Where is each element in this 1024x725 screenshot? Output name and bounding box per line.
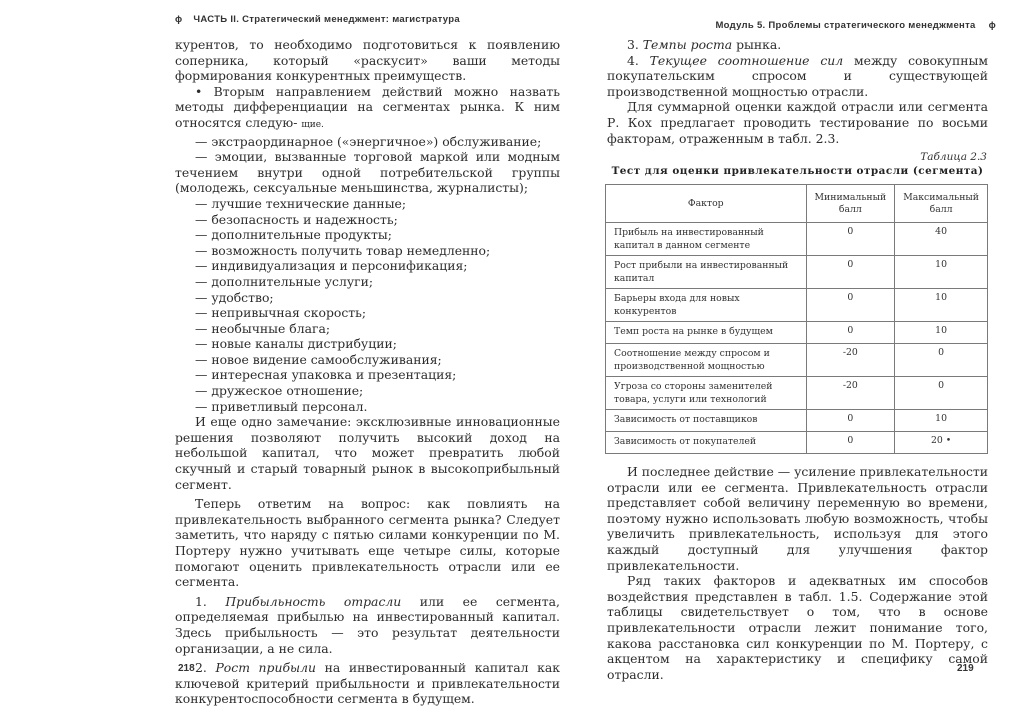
- term: Темпы роста: [642, 37, 733, 52]
- table-row: Рост прибыли на инвестированный капитал 0 10: [606, 256, 988, 289]
- section-mark-icon: ϕ: [988, 20, 996, 31]
- term: Рост прибыли: [215, 660, 316, 676]
- right-page-lower-column: [607, 464, 988, 682]
- running-head-text: ЧАСТЬ II. Стратегический менеджмент: магистратура: [193, 14, 460, 25]
- page-number-left: 218: [178, 663, 195, 674]
- attractiveness-table: [605, 184, 988, 454]
- table-row: Соотношение между спросом и производственной мощностью -20 0: [606, 344, 988, 377]
- paragraph: Ряд таких факторов и адекватных им способов воздействия представлен в табл. 1.5. Содержание этой таблицы свидетельствует о том, что в основе привлекательности отрасли лежит понимание того, какова расстановка сил конкуренции по М. Портеру, с акцентом на характеристику и специфику самой отрасли.: [607, 573, 988, 682]
- list-item: — непривычная скорость;: [195, 305, 367, 321]
- list-item: — лучшие технические данные;: [195, 195, 407, 211]
- paragraph: • Вторым направлением действий можно назвать методы дифференциации на сегментах рынка. К ним относятся следую- щие.: [175, 83, 560, 130]
- list-item: — возможность получить товар немедленно;: [195, 242, 491, 258]
- numbered-item-4: 4. Текущее соотношение сил между совокупным покупательским спросом и существующей производственной мощностью отрасли.: [607, 52, 988, 99]
- numbered-item-2: 2. Рост прибыли на инвестированный капитал как ключевой критерий прибыльности и привлекательности конкурентоспособности сегмента в будущем.: [175, 660, 560, 707]
- left-running-head: [175, 14, 460, 25]
- right-page-column: [607, 37, 988, 146]
- list-item: — дополнительные услуги;: [195, 273, 374, 289]
- paragraph: Для суммарной оценки каждой отрасли или сегмента Р. Кох предлагает проводить тестирование по восьми факторам, отраженным в табл. 2.3.: [607, 99, 988, 146]
- table-row: Барьеры входа для новых конкурентов 0 10: [606, 289, 988, 322]
- paragraph: Теперь ответим на вопрос: как повлиять на привлекательность выбранного сегмента рынка? Следует заметить, что наряду с пятью силами конкуренции по М. Портеру нужно учитывать еще четыре силы, которые помогают оценить привлекательность отрасли или ее сегмента.: [175, 496, 560, 590]
- table-row: Зависимость от покупателей 0 20 •: [606, 432, 988, 454]
- paragraph: курентов, то необходимо подготовиться к появлению соперника, который «раскусит» ваши методы формирования конкурентных преимуществ.: [175, 37, 560, 84]
- table-header-row: [606, 185, 988, 223]
- list-item: — индивидуализация и персонификация;: [195, 258, 468, 274]
- table-label: Таблица 2.3: [920, 151, 987, 163]
- list-item: — новые каналы дистрибуции;: [195, 336, 397, 352]
- numbered-item-1: 1. Прибыльность отрасли или ее сегмента, определяемая прибылью на инвестированный капитал. Здесь прибыльность — это результат деятельности организации, а не сила.: [175, 593, 560, 656]
- table-title: Тест для оценки привлекательности отрасли (сегмента): [611, 165, 984, 177]
- page-number-right: 219: [957, 663, 974, 674]
- section-mark-icon: ϕ: [175, 14, 183, 25]
- header-min: Минимальный балл: [806, 185, 895, 223]
- list-item: — дружеское отношение;: [195, 383, 364, 399]
- list-item: — интересная упаковка и презентация;: [195, 367, 457, 383]
- header-max: Максимальный балл: [895, 185, 988, 223]
- running-head-text: Модуль 5. Проблемы стратегического менеджмента: [715, 20, 976, 31]
- left-page-column: [175, 37, 560, 707]
- term: Прибыльность отрасли: [225, 593, 402, 609]
- paragraph: И последнее действие — усиление привлекательности отрасли или ее сегмента. Привлекательность отрасли представляет собой величину переменную во времени, поэтому нужно использовать любую возможность, чтобы увеличить привлекательность, используя для этого каждый доступный для улучшения фактор привлекательности.: [607, 464, 988, 573]
- list-item: — дополнительные продукты;: [195, 227, 392, 243]
- list-item: — новое видение самообслуживания;: [195, 351, 442, 367]
- list-item: — эмоции, вызванные торговой маркой или модным течением внутри одной потребительской группы (молодежь, сексуальные меньшинства, журналисты);: [175, 149, 560, 196]
- table-row: Угроза со стороны заменителей товара, услуги или технологий -20 0: [606, 377, 988, 410]
- paragraph: И еще одно замечание: эксклюзивные инновационные решения позволяют получить высокий доход на небольшой капитал, что может превратить любой скучный и старый товарный рынок в высокоприбыльный сегмент.: [175, 414, 560, 492]
- table-row: Темп роста на рынке в будущем 0 10: [606, 322, 988, 344]
- list-item: — безопасность и надежность;: [195, 211, 398, 227]
- differentiation-list: [175, 134, 560, 415]
- numbered-item-3: 3. Темпы роста рынка.: [627, 37, 782, 52]
- list-item: — удобство;: [195, 289, 274, 305]
- right-running-head: [715, 20, 996, 31]
- header-factor: Фактор: [606, 185, 807, 223]
- list-item: — приветливый персонал.: [195, 398, 368, 414]
- term: Текущее соотношение сил: [649, 52, 844, 68]
- list-item: — необычные блага;: [195, 320, 331, 336]
- list-item: — экстраординарное («энергичное») обслуживание;: [195, 133, 542, 149]
- table-row: Зависимость от поставщиков 0 10: [606, 410, 988, 432]
- table-row: Прибыль на инвестированный капитал в данном сегменте 0 40: [606, 223, 988, 256]
